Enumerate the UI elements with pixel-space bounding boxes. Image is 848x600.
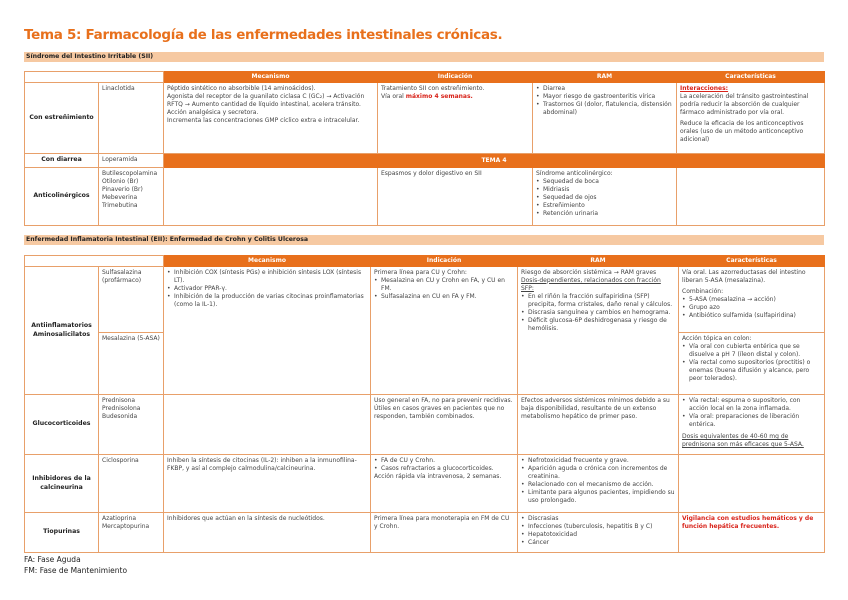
table-row: [25, 513, 825, 553]
caracteristicas-cell: Vigilancia con estudios hemáticos y de función hepática frecuentes.: [679, 513, 825, 553]
drug-list: Azatioprina Mercaptopurina: [99, 513, 164, 553]
ram-cell: • Diarrea • Mayor riesgo de gastroenteritis vírica • Trastornos GI (dolor, flatulencia, distensión abdominal): [533, 83, 677, 154]
footnote: FM: Fase de Mantenimiento: [24, 566, 128, 575]
header-caracteristicas: Características: [679, 256, 825, 267]
indicacion-cell: Espasmos y dolor digestivo en SII: [378, 168, 533, 226]
section-sii-title: Síndrome del Intestino Irritable (SII): [24, 52, 824, 62]
group-label: Tiopurinas: [25, 513, 99, 553]
ram-cell: Riesgo de absorción sistémica → RAM graves Dosis-dependientes, relacionados con fracción SFP: • En el riñón la fracción sulfapiridina (SFP) precipita, forma cristales, daño renal y cálculos. • Discrasia sanguínea y cambios en hemograma. • Déficit glucosa-6P deshidrogenasa y riesgo de hemólisis.: [518, 267, 679, 395]
mecanismo-cell: Péptido sintético no absorbible (14 aminoácidos). Agonista del receptor de la guanilato ciclasa C (GC₂) → Activación RFTQ → Aumento cantidad de líquido intestinal, acelera tránsito. Acción analgésica y secretora. Incrementa las concentraciones GMP cíclico extra e intracelular.: [164, 83, 378, 154]
indicacion-cell: Primera línea para monoterapia en FM de CU y Crohn.: [371, 513, 518, 553]
drug-list: Butilescopolamina Otilonio (Br) Pinaverio (Br) Mebeverina Trimebutina: [99, 168, 164, 226]
drug-name: Loperamida: [99, 154, 164, 168]
tema-reference: TEMA 4: [164, 154, 825, 168]
drug-name: Sulfasalazina (profármaco): [99, 267, 164, 333]
mecanismo-cell: Inhiben la síntesis de citocinas (IL-2): inhiben a la inmunofilina-FKBP, y así al complejo calmodulina/calcineurina.: [164, 455, 371, 513]
indicacion-cell: • FA de CU y Crohn. • Casos refractarios a glucocorticoides. Acción rápida vía intravenosa, 2 semanas.: [371, 455, 518, 513]
header-mecanismo: Mecanismo: [164, 256, 371, 267]
group-label: Glucocorticoides: [25, 395, 99, 455]
header-indicacion: Indicación: [378, 72, 533, 83]
table-row: [25, 267, 825, 333]
indicacion-cell: Tratamiento SII con estreñimiento. Vía oral máximo 4 semanas.: [378, 83, 533, 154]
header-ram: RAM: [533, 72, 677, 83]
table-row: [25, 83, 825, 154]
drug-list: Prednisona Prednisolona Budesonida: [99, 395, 164, 455]
drug-name: Mesalazina (5-ASA): [99, 333, 164, 395]
mecanismo-cell: • Inhibición COX (síntesis PGs) e inhibición síntesis LOX (síntesis LT). • Activador PPAR-γ. • Inhibición de la producción de varias citocinas proinflamatorias (como la IL-1).: [164, 267, 371, 395]
ram-cell: • Discrasias • Infecciones (tuberculosis, hepatitis B y C) • Hepatotoxicidad • Cáncer: [518, 513, 679, 553]
table-row: [25, 154, 825, 168]
ram-cell: Síndrome anticolinérgico: • Sequedad de boca • Midriasis • Sequedad de ojos • Estreñimiento • Retención urinaria: [533, 168, 677, 226]
drug-name: Linaclotida: [99, 83, 164, 154]
caracteristicas-cell: Interacciones: La aceleración del tránsito gastrointestinal podría reducir la absorción de cualquier fármaco administrado por vía oral. Reduce la eficacia de los anticonceptivos orales (uso de un método anticonceptivo adicional): [677, 83, 825, 154]
table-row: [25, 395, 825, 455]
header-caracteristicas: Características: [677, 72, 825, 83]
sii-table: [24, 71, 825, 226]
eii-table: [24, 255, 825, 553]
drug-name: Ciclosporina: [99, 455, 164, 513]
caracteristicas-cell: • Vía rectal: espuma o supositorio, con acción local en la zona inflamada. • Vía oral: preparaciones de liberación entérica. Dosis equivalentes de 40-60 mg de prednisona son más eficaces que 5-ASA.: [679, 395, 825, 455]
mecanismo-cell: Inhibidores que actúan en la síntesis de nucleótidos.: [164, 513, 371, 553]
ram-cell: • Nefrotoxicidad frecuente y grave. • Aparición aguda o crónica con incrementos de creatinina. • Relacionado con el mecanismo de acción. • Limitante para algunos pacientes, impidiendo su uso prolongado.: [518, 455, 679, 513]
caracteristicas-cell: Vía oral. Las azorreductasas del intestino liberan 5-ASA (mesalazina). Combinación: • 5-ASA (mesalazina → acción) • Grupo azo • Antibiótico sulfamida (sulfapiridina): [679, 267, 825, 333]
caracteristicas-cell: Acción tópica en colon: • Vía oral con cubierta entérica que se disuelve a pH 7 (íleon distal y colon). • Vía rectal como supositorios (proctitis) o enemas (buena difusión y alcance, pero peor tolerados).: [679, 333, 825, 395]
table-row: [25, 168, 825, 226]
indicacion-cell: Primera línea para CU y Crohn: • Mesalazina en CU y Crohn en FA, y CU en FM. • Sulfasalazina en CU en FA y FM.: [371, 267, 518, 395]
ram-cell: Efectos adversos sistémicos mínimos debido a su baja disponibilidad, resultante de un extenso metabolismo hepático de primer paso.: [518, 395, 679, 455]
header-mecanismo: Mecanismo: [164, 72, 378, 83]
table-row: [25, 455, 825, 513]
page-title: Tema 5: Farmacología de las enfermedades intestinales crónicas.: [24, 27, 503, 43]
indicacion-cell: Uso general en FA, no para prevenir recidivas. Útiles en casos graves en pacientes que no responden, también combinados.: [371, 395, 518, 455]
group-label: Con diarrea: [25, 154, 99, 168]
group-label: Antiinflamatorios Aminosalicilatos: [25, 267, 99, 395]
group-label: Con estreñimiento: [25, 83, 99, 154]
section-eii-title: Enfermedad Inflamatoria Intestinal (EII): Enfermedad de Crohn y Colitis Ulcerosa: [24, 235, 824, 245]
header-indicacion: Indicación: [371, 256, 518, 267]
group-label: Inhibidores de la calcineurina: [25, 455, 99, 513]
footnote: FA: Fase Aguda: [24, 555, 81, 564]
header-ram: RAM: [518, 256, 679, 267]
group-label: Anticolinérgicos: [25, 168, 99, 226]
